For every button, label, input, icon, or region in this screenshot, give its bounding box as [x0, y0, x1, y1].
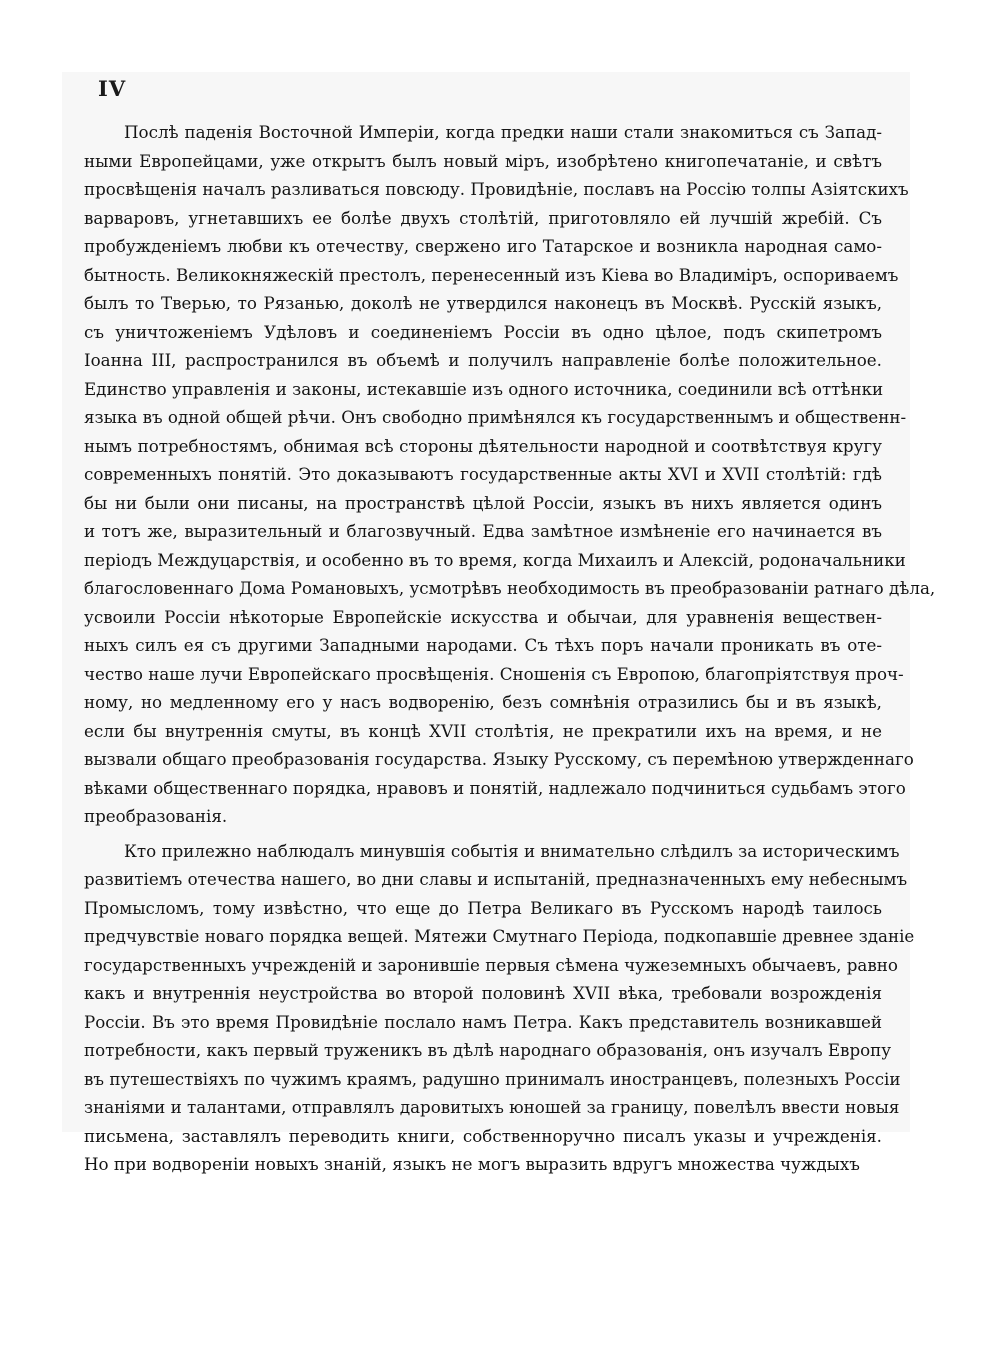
text-line: письмена, заставлялъ переводить книги, собственноручно писалъ указы и учрежденія. [84, 1125, 882, 1146]
text-line: бытность. Великокняжескій престолъ, перенесенный изъ Кіева во Владиміръ, оспориваемъ [84, 264, 899, 285]
text-line: если бы внутреннія смуты, въ концѣ XVII столѣтія, не прекратили ихъ на время, и не [84, 720, 882, 741]
text-line: періодъ Междуцарствія, и особенно въ то время, когда Михаилъ и Алексій, родоначальники [84, 549, 906, 570]
text-line: языка въ одной общей рѣчи. Онъ свободно примѣнялся къ государственнымъ и общественн- [84, 407, 907, 427]
text-line: и тотъ же, выразительный и благозвучный. Едва замѣтное измѣненіе его начинается въ [84, 521, 882, 541]
text-line: ными Европейцами, уже открытъ былъ новый міръ, изобрѣтено книгопечатаніе, и свѣтъ [84, 150, 882, 171]
text-line: усвоили Россіи нѣкоторые Европейскіе искусства и обычаи, для уравненія веществен- [84, 606, 882, 627]
text-line: Іоанна III, распространился въ объемѣ и получилъ направленіе болѣе положительное. [84, 350, 882, 370]
text-line: бы ни были они писаны, на пространствѣ цѣлой Россіи, языкъ въ нихъ является одинъ [84, 492, 882, 513]
document-body [84, 118, 936, 1179]
text-line: современныхъ понятій. Это доказываютъ государственные акты XVI и XVII столѣтій: гдѣ [84, 464, 882, 484]
text-line: нымъ потребностямъ, обнимая всѣ стороны дѣятельности народной и соотвѣтствуя кругу [84, 435, 882, 456]
text-line: государственныхъ учрежденій и заронившіе первыя сѣмена чужеземныхъ обычаевъ, равно [84, 954, 898, 975]
text-line: чество наше лучи Европейскаго просвѣщенія. Сношенія съ Европою, благопріятствуя проч- [84, 663, 904, 684]
text-line: преобразованія. [84, 806, 228, 826]
text-line: варваровъ, угнетавшихъ ее болѣе двухъ столѣтій, приготовляло ей лучшій жребій. Съ [84, 207, 882, 228]
text-line: въ путешествіяхъ по чужимъ краямъ, радушно принималъ иностранцевъ, полезныхъ Россіи [84, 1068, 901, 1089]
text-line: предчувствіе новаго порядка вещей. Мятежи Смутнаго Періода, подкопавшіе древнее зданіе [84, 926, 915, 946]
text-line: Кто прилежно наблюдалъ минувшія событія и внимательно слѣдилъ за историческимъ [124, 840, 900, 861]
text-line: просвѣщенія началъ разливаться повсюду. Провидѣніе, пославъ на Россію толпы Азіятскихъ [84, 179, 909, 199]
text-line: былъ то Тверью, то Рязанью, доколѣ не утвердился наконецъ въ Москвѣ. Русскій языкъ, [84, 293, 882, 313]
text-line: Послѣ паденія Восточной Имперіи, когда предки наши стали знакомиться съ Запад- [124, 122, 882, 142]
text-line: пробужденіемъ любви къ отечеству, свержено иго Татарское и возникла народная само- [84, 236, 882, 256]
text-line: вызвали общаго преобразованія государства. Языку Русскому, съ перемѣною утвержденнаго [84, 749, 914, 769]
text-line: вѣками общественнаго порядка, нравовъ и понятій, надлежало подчиниться судьбамъ этого [84, 777, 906, 798]
text-line: Единство управленія и законы, истекавшіе изъ одного источника, соединили всѣ оттѣнки [84, 378, 884, 399]
text-line: Россіи. Въ это время Провидѣніе послало намъ Петра. Какъ представитель возникавшей [84, 1011, 882, 1032]
paragraph [84, 837, 915, 1179]
page-number: IV [98, 76, 127, 101]
text-line: какъ и внутреннія неустройства во второй половинѣ XVII вѣка, требовали возрожденія [84, 983, 882, 1003]
text-line: развитіемъ отечества нашего, во дни славы и испытаній, предназначенныхъ ему небеснымъ [84, 869, 908, 889]
text-line: Но при водвореніи новыхъ знаній, языкъ не могъ выразить вдругъ множества чуждыхъ [84, 1154, 860, 1174]
text-line: благословеннаго Дома Романовыхъ, усмотрѣвъ необходимость въ преобразованіи ратнаго дѣла, [84, 578, 936, 598]
text-line: знаніями и талантами, отправлялъ даровитыхъ юношей за границу, повелѣлъ ввести новыя [84, 1097, 900, 1117]
text-line: ныхъ силъ ея съ другими Западными народами. Съ тѣхъ поръ начали проникать въ оте- [84, 635, 882, 655]
text-line: Промысломъ, тому извѣстно, что еще до Петра Великаго въ Русскомъ народѣ таилось [84, 897, 882, 918]
text-line: съ уничтоженіемъ Удѣловъ и соединеніемъ Россіи въ одно цѣлое, подъ скипетромъ [84, 321, 882, 342]
text-line: ному, но медленному его у насъ водворенію, безъ сомнѣнія отразились бы и въ языкѣ, [84, 692, 882, 712]
paragraph [84, 118, 936, 831]
text-line: потребности, какъ первый труженикъ въ дѣлѣ народнаго образованія, онъ изучалъ Европу [84, 1040, 892, 1060]
